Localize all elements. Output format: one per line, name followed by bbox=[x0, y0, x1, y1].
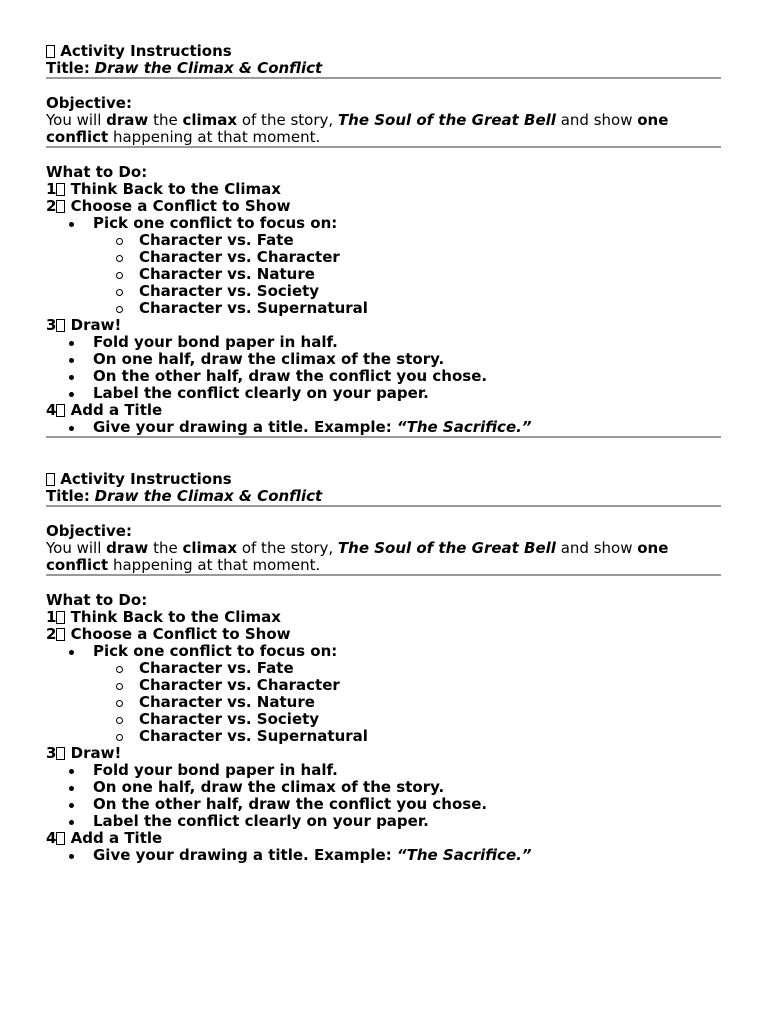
conflict-option: Character vs. Character bbox=[46, 249, 721, 266]
list-item: Fold your bond paper in half. bbox=[46, 334, 721, 351]
conflict-option: Character vs. Society bbox=[46, 283, 721, 300]
conflict-option: Character vs. Nature bbox=[46, 266, 721, 283]
what-to-do-label: What to Do: bbox=[46, 591, 148, 609]
objective-text-line-1: You will draw the climax of the story, The Soul of the Great Bell and show one bbox=[46, 111, 669, 129]
objective-text-line-2: conflict happening at that moment. bbox=[46, 128, 321, 146]
step-1: 1 Think Back to the Climax bbox=[46, 180, 281, 198]
objective-text-line-2: conflict happening at that moment. bbox=[46, 556, 321, 574]
keycap-glyph-icon bbox=[56, 832, 65, 845]
missing-glyph-icon bbox=[46, 45, 55, 58]
divider bbox=[46, 436, 721, 438]
objective-label: Objective: bbox=[46, 522, 132, 540]
objective-text-line-1: You will draw the climax of the story, The Soul of the Great Bell and show one bbox=[46, 539, 669, 557]
list-item: On one half, draw the climax of the story. bbox=[46, 779, 721, 796]
step-3: 3 Draw! bbox=[46, 744, 122, 762]
step-1: 1 Think Back to the Climax bbox=[46, 608, 281, 626]
instructions-section-1 bbox=[46, 43, 721, 438]
title-line: Title: Draw the Climax & Conflict bbox=[46, 487, 323, 505]
conflict-option: Character vs. Society bbox=[46, 711, 721, 728]
keycap-glyph-icon bbox=[56, 183, 65, 196]
activity-title: Draw the Climax & Conflict bbox=[94, 59, 323, 77]
list-item: On the other half, draw the conflict you chose. bbox=[46, 796, 721, 813]
list-item: Label the conflict clearly on your paper. bbox=[46, 813, 721, 830]
step-4: 4 Add a Title bbox=[46, 829, 163, 847]
list-item: Label the conflict clearly on your paper. bbox=[46, 385, 721, 402]
step-2: 2 Choose a Conflict to Show bbox=[46, 625, 291, 643]
list-item: On the other half, draw the conflict you chose. bbox=[46, 368, 721, 385]
step-4: 4 Add a Title bbox=[46, 401, 163, 419]
list-item: Give your drawing a title. Example: “The Sacrifice.” bbox=[46, 847, 721, 864]
list-item: Fold your bond paper in half. bbox=[46, 762, 721, 779]
keycap-glyph-icon bbox=[56, 404, 65, 417]
story-title: The Soul of the Great Bell bbox=[337, 111, 556, 129]
conflict-option: Character vs. Fate bbox=[46, 660, 721, 677]
objective-label: Objective: bbox=[46, 94, 132, 112]
list-item: Give your drawing a title. Example: “The Sacrifice.” bbox=[46, 419, 721, 436]
activity-title: Draw the Climax & Conflict bbox=[94, 487, 323, 505]
conflict-option: Character vs. Supernatural bbox=[46, 300, 721, 317]
conflict-option: Character vs. Nature bbox=[46, 694, 721, 711]
instructions-section-2 bbox=[46, 471, 721, 864]
keycap-glyph-icon bbox=[56, 611, 65, 624]
list-item: Pick one conflict to focus on: bbox=[46, 643, 721, 660]
conflict-option: Character vs. Supernatural bbox=[46, 728, 721, 745]
what-to-do-label: What to Do: bbox=[46, 163, 148, 181]
section-header: Activity Instructions bbox=[46, 471, 721, 488]
keycap-glyph-icon bbox=[56, 319, 65, 332]
keycap-glyph-icon bbox=[56, 200, 65, 213]
list-item: Pick one conflict to focus on: bbox=[46, 215, 721, 232]
keycap-glyph-icon bbox=[56, 747, 65, 760]
story-title: The Soul of the Great Bell bbox=[337, 539, 556, 557]
section-header: Activity Instructions bbox=[46, 43, 721, 60]
conflict-option: Character vs. Fate bbox=[46, 232, 721, 249]
step-3: 3 Draw! bbox=[46, 316, 122, 334]
title-line: Title: Draw the Climax & Conflict bbox=[46, 59, 323, 77]
missing-glyph-icon bbox=[46, 473, 55, 486]
step-2: 2 Choose a Conflict to Show bbox=[46, 197, 291, 215]
keycap-glyph-icon bbox=[56, 628, 65, 641]
conflict-option: Character vs. Character bbox=[46, 677, 721, 694]
list-item: On one half, draw the climax of the story. bbox=[46, 351, 721, 368]
